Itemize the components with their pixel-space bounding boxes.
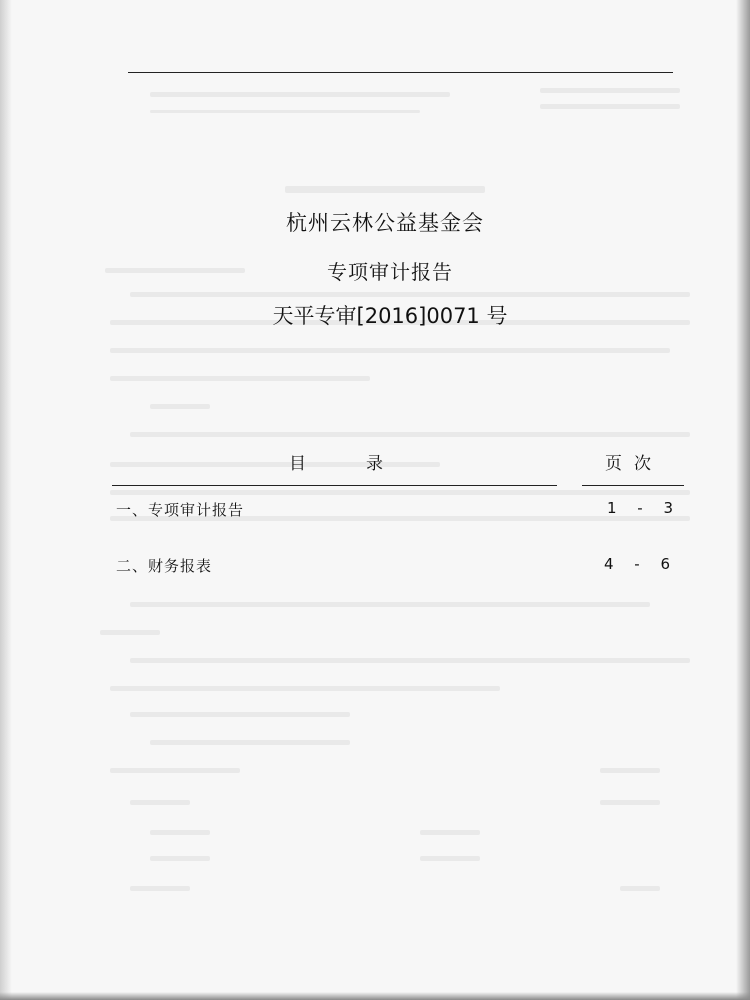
toc-item-pages: 1 - 3 <box>607 499 682 517</box>
toc-item-pages: 4 - 6 <box>604 555 679 573</box>
report-number: 天平专审[2016]0071 号 <box>272 304 508 328</box>
organization-name: 杭州云林公益基金会 <box>286 211 484 235</box>
scan-edge-bottom <box>0 992 750 1000</box>
toc-item <box>0 555 750 579</box>
toc-rule-title <box>112 485 557 486</box>
toc-item-label: 二、财务报表 <box>116 557 213 575</box>
report-title: 专项审计报告 <box>327 260 453 284</box>
toc-header-page: 页次 <box>605 454 663 474</box>
toc-item <box>0 499 750 523</box>
toc-item-label: 一、专项审计报告 <box>116 501 245 519</box>
header-rule <box>128 72 673 73</box>
toc-rule-page <box>582 485 684 486</box>
toc-header-title: 目录 <box>289 454 443 474</box>
